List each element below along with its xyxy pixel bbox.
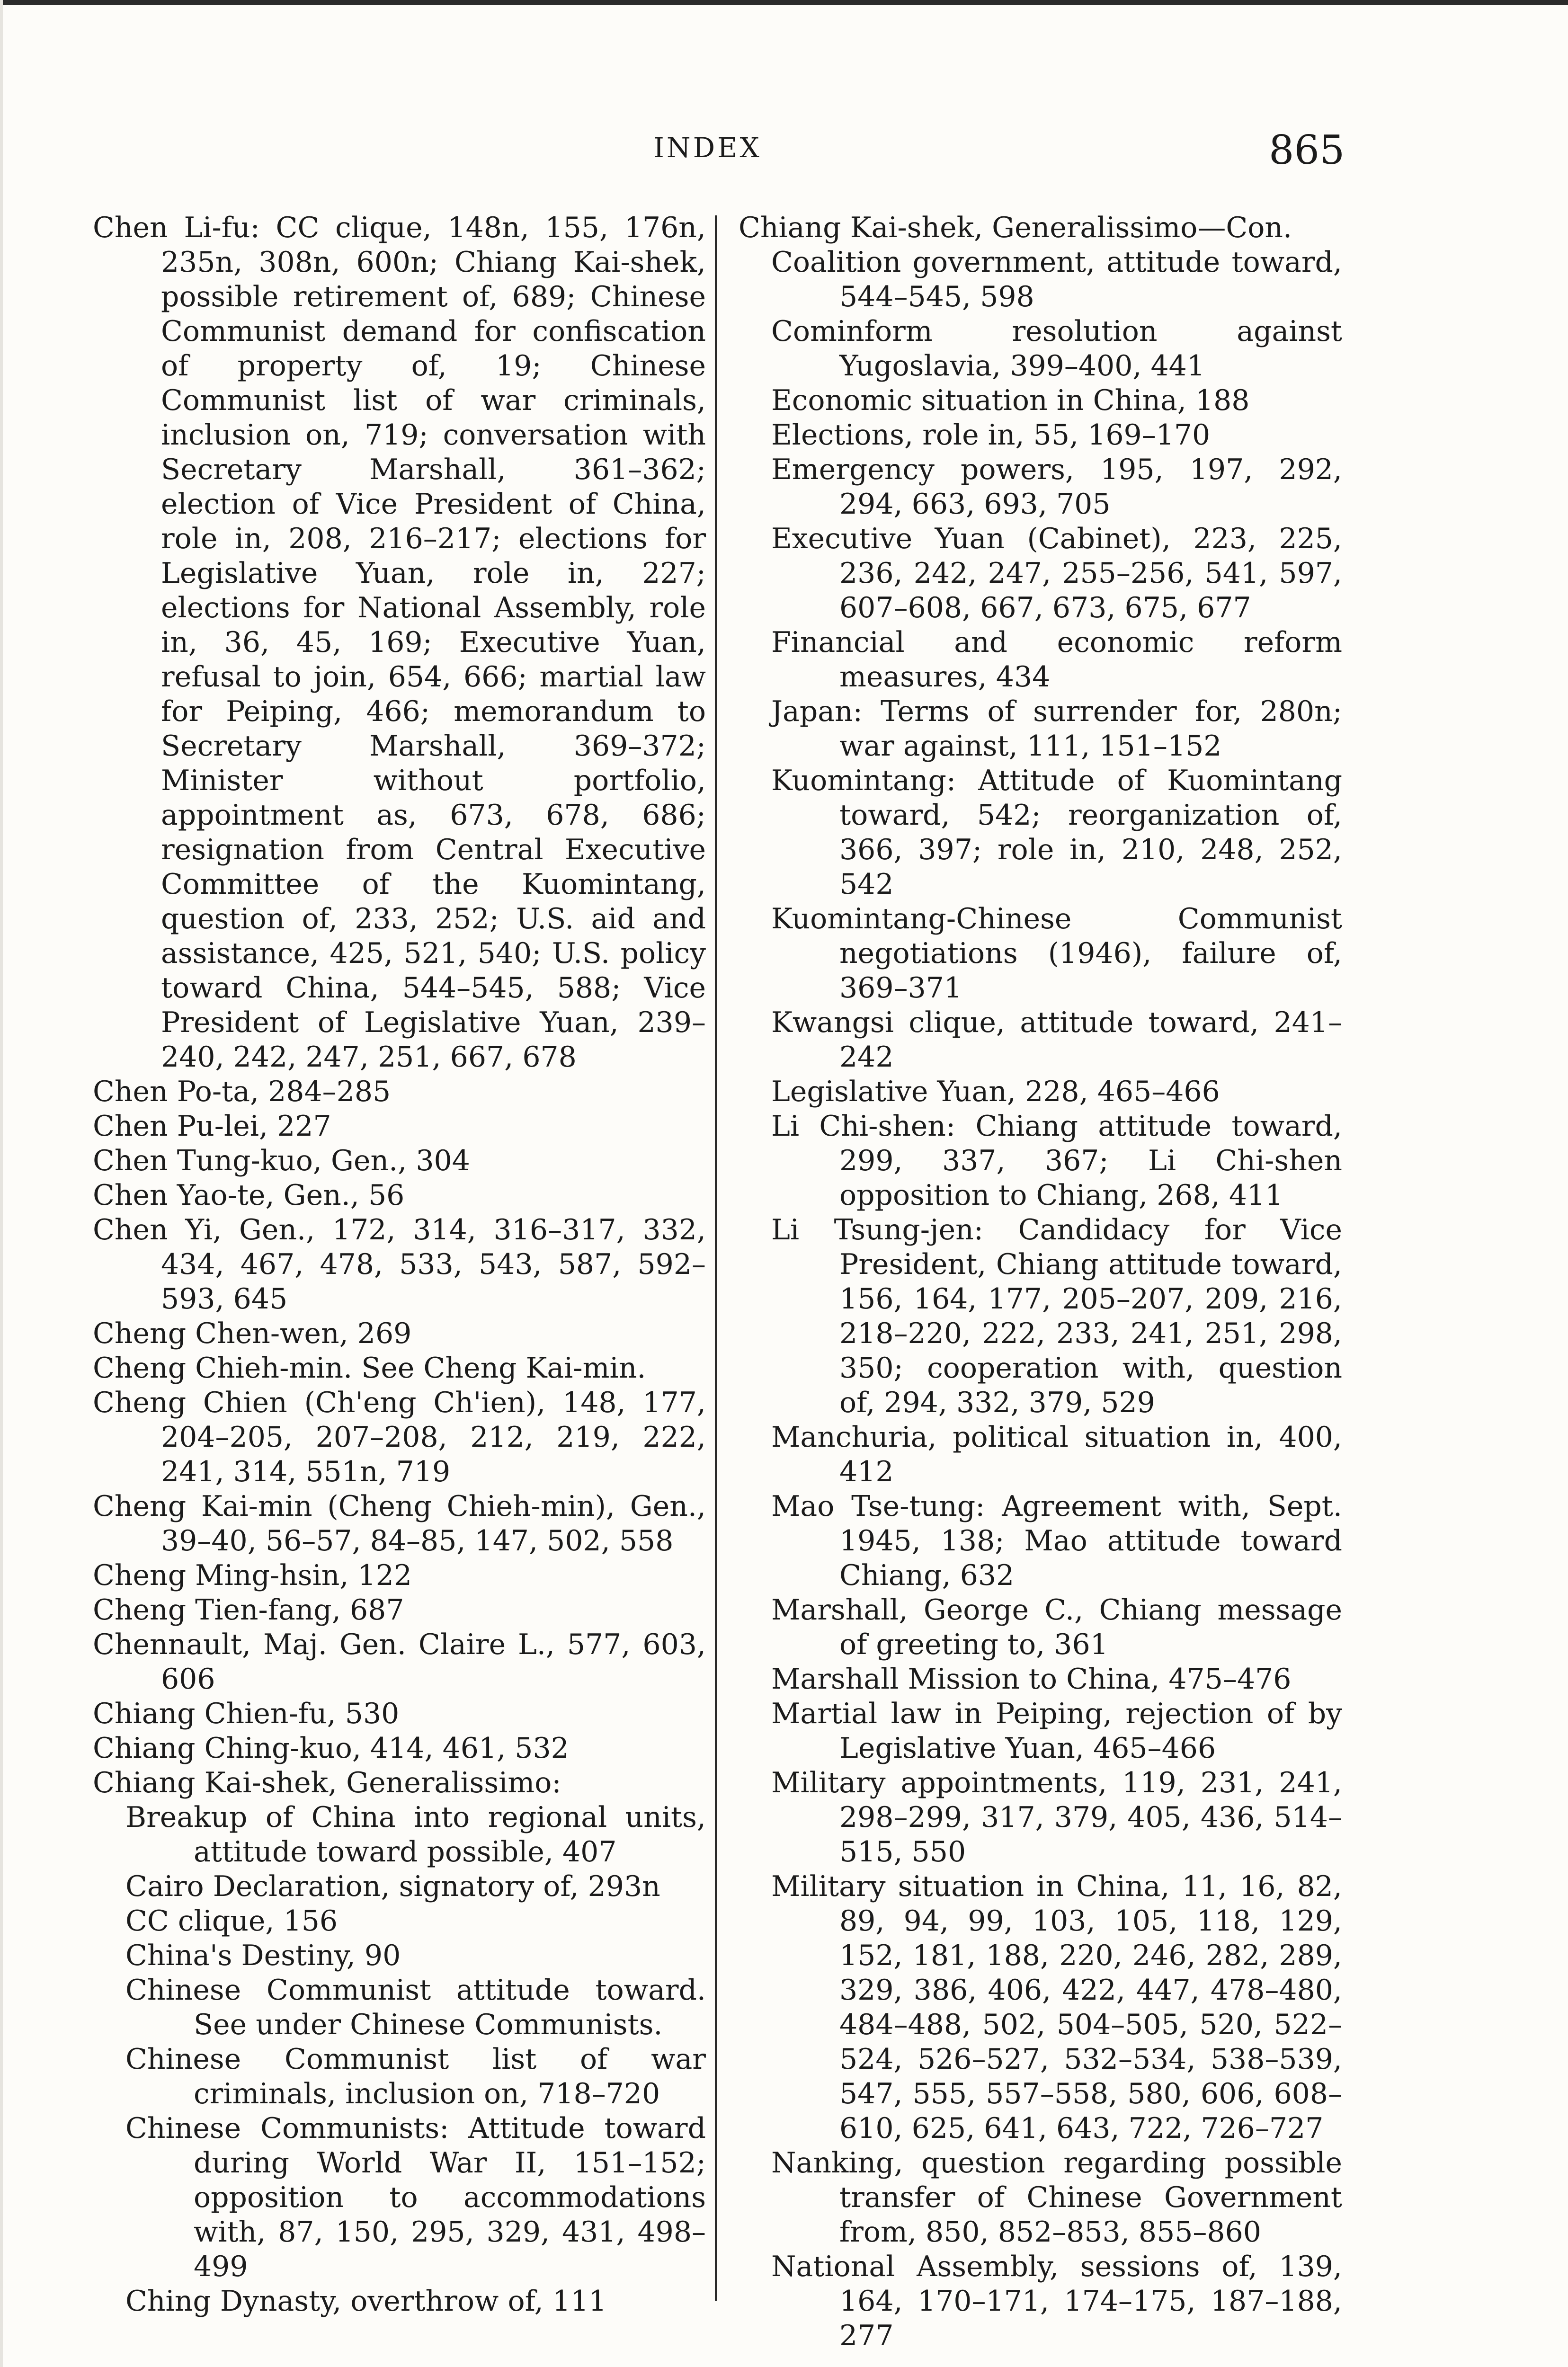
index-subentry: Li Tsung-jen: Candidacy for Vice President, Chiang attitude toward, 156, 164, 177, 205–207, 209, 216, 218–220, 222, 233, 241, 251, 298, 350; cooperation with, question of, 294, 332, 379, 529 [771,1213,1342,1419]
page-left-margin [0,0,3,2367]
index-subentry: Kuomintang: Attitude of Kuomintang toward, 542; reorganization of, 366, 397; role in, 210, 248, 252, 542 [771,764,1342,901]
index-subentry: Executive Yuan (Cabinet), 223, 225, 236, 242, 247, 255–256, 541, 597, 607–608, 667, 673, 675, 677 [771,522,1342,624]
index-subentry: Financial and economic reform measures, 434 [771,626,1342,694]
index-entry: Chen Li-fu: CC clique, 148n, 155, 176n, 235n, 308n, 600n; Chiang Kai-shek, possible retirement of, 689; Chinese Communist demand for confiscation of property of, 19; Chinese Communist list of war criminals, inclusion on, 719; conversation with Secretary Marshall, 361–362; election of Vice President of China, role in, 208, 216–217; elections for Legislative Yuan, role in, 227; elections for National Assembly, role in, 36, 45, 169; Executive Yuan, refusal to join, 654, 666; martial law for Peiping, 466; memorandum to Secretary Marshall, 369–372; Minister without portfolio, appointment as, 673, 678, 686; resignation from Central Executive Committee of the Kuomintang, question of, 233, 252; U.S. aid and assistance, 425, 521, 540; U.S. policy toward China, 544–545, 588; Vice President of Legislative Yuan, 239–240, 242, 247, 251, 667, 678 [93,211,706,1074]
index-entry: Chennault, Maj. Gen. Claire L., 577, 603, 606 [93,1628,706,1696]
index-subentry: Kwangsi clique, attitude toward, 241–242 [771,1006,1342,1074]
index-subentry: Manchuria, political situation in, 400, 412 [771,1421,1342,1488]
index-subentry: China's Destiny, 90 [125,1939,401,1972]
index-subentry: Chinese Communists: Attitude toward during World War II, 151–152; opposition to accommodations with, 87, 150, 295, 329, 431, 498–499 [125,2112,706,2283]
running-head [0,127,1568,174]
index-entry: Cheng Kai-min (Cheng Chieh-min), Gen., 39–40, 56–57, 84–85, 147, 502, 558 [93,1490,706,1557]
index-subentry: Legislative Yuan, 228, 465–466 [771,1075,1220,1108]
index-entry: Chiang Kai-shek, Generalissimo: [93,1766,561,1799]
index-subentry: Martial law in Peiping, rejection of by Legislative Yuan, 465–466 [771,1697,1342,1765]
index-subentry: Marshall, George C., Chiang message of greeting to, 361 [771,1593,1342,1661]
index-entry: Chiang Chien-fu, 530 [93,1697,400,1730]
index-column-right [739,211,1342,2353]
index-subentry: Cominform resolution against Yugoslavia, 399–400, 441 [771,315,1342,383]
index-subentry: Military appointments, 119, 231, 241, 298–299, 317, 379, 405, 436, 514–515, 550 [771,1766,1342,1869]
index-subentry: Chinese Communist attitude toward. See under Chinese Communists. [125,1974,706,2041]
index-subentry: Economic situation in China, 188 [771,384,1250,417]
index-subentry: Military situation in China, 11, 16, 82, 89, 94, 99, 103, 105, 118, 129, 152, 181, 188, 220, 246, 282, 289, 329, 386, 406, 422, 447, 478–480, 484–488, 502, 504–505, 520, 522–524, 526–527, 532–534, 538–539, 547, 555, 557–558, 580, 606, 608–610, 625, 641, 643, 722, 726–727 [771,1870,1342,2145]
index-entry: Cheng Chen-wen, 269 [93,1317,412,1350]
index-subentry: Mao Tse-tung: Agreement with, Sept. 1945, 138; Mao attitude toward Chiang, 632 [771,1490,1342,1592]
index-subentry: Coalition government, attitude toward, 544–545, 598 [771,246,1342,313]
index-entry: Chen Po-ta, 284–285 [93,1075,391,1108]
index-entry: Cheng Tien-fang, 687 [93,1593,404,1627]
index-entry: Chen Yi, Gen., 172, 314, 316–317, 332, 434, 467, 478, 533, 543, 587, 592–593, 645 [93,1213,706,1316]
index-column-left [93,211,706,2319]
index-subentry: Kuomintang-Chinese Communist negotiations (1946), failure of, 369–371 [771,902,1342,1005]
index-subentry: Nanking, question regarding possible transfer of Chinese Government from, 850, 852–853, 855–860 [771,2146,1342,2249]
index-subentry: Emergency powers, 195, 197, 292, 294, 663, 693, 705 [771,453,1342,521]
index-subentry: Li Chi-shen: Chiang attitude toward, 299, 337, 367; Li Chi-shen opposition to Chiang, 268, 411 [771,1110,1342,1212]
index-subentry: Chinese Communist list of war criminals, inclusion on, 718–720 [125,2043,706,2110]
index-subentry: Japan: Terms of surrender for, 280n; war against, 111, 151–152 [771,695,1342,763]
index-continued-heading: Chiang Kai-shek, Generalissimo—Con. [739,211,1292,244]
page-top-edge [0,0,1568,5]
index-entry: Chen Tung-kuo, Gen., 304 [93,1144,470,1177]
index-subentry: Breakup of China into regional units, attitude toward possible, 407 [125,1801,706,1869]
page-number: 865 [1269,127,1345,173]
index-subentry: National Assembly, sessions of, 139, 164, 170–171, 174–175, 187–188, 277 [771,2250,1342,2352]
index-entry: Chiang Ching-kuo, 414, 461, 532 [93,1732,569,1765]
index-entry: Chen Pu-lei, 227 [93,1110,331,1143]
index-subentry: Ching Dynasty, overthrow of, 111 [125,2285,607,2318]
index-subentry: CC clique, 156 [125,1904,338,1938]
index-entry: Cheng Chieh-min. See Cheng Kai-min. [93,1352,646,1385]
index-subentry: Elections, role in, 55, 169–170 [771,418,1211,452]
running-title: INDEX [653,132,762,164]
index-entry: Cheng Chien (Ch'eng Ch'ien), 148, 177, 204–205, 207–208, 212, 219, 222, 241, 314, 551n, 719 [93,1386,706,1488]
index-subentry: Marshall Mission to China, 475–476 [771,1663,1292,1696]
index-entry: Cheng Ming-hsin, 122 [93,1559,412,1592]
index-subentry: Cairo Declaration, signatory of, 293n [125,1870,660,1903]
index-entry: Chen Yao-te, Gen., 56 [93,1179,405,1212]
column-divider [715,215,717,2301]
